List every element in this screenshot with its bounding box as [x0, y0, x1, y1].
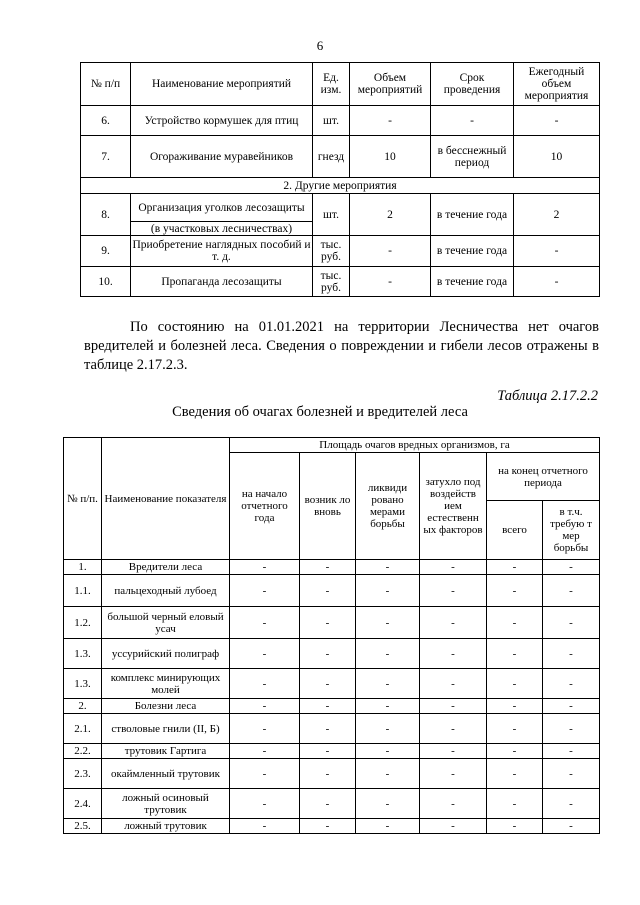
row-faded: - — [420, 639, 487, 669]
row-unit: тыс. руб. — [313, 236, 350, 267]
row-unit: шт. — [313, 194, 350, 236]
row-new: - — [300, 744, 356, 759]
row-total: - — [487, 639, 543, 669]
row-need: - — [543, 819, 600, 834]
table-row — [81, 194, 600, 222]
header-faded: затухло под воздейств ием естественн ых факторов — [420, 453, 487, 560]
row-total: - — [487, 575, 543, 607]
table-row — [64, 714, 600, 744]
table-row — [64, 819, 600, 834]
row-name: Огораживание муравейников — [131, 136, 313, 178]
row-volume: - — [350, 106, 431, 136]
row-term: в течение года — [431, 236, 514, 267]
row-total: - — [487, 714, 543, 744]
table-row — [81, 136, 600, 178]
row-name: Вредители леса — [102, 560, 230, 575]
page-number: 6 — [316, 38, 324, 53]
row-name-top: Организация уголков лесозащиты — [131, 194, 313, 222]
table-row — [64, 639, 600, 669]
row-faded: - — [420, 560, 487, 575]
row-need: - — [543, 575, 600, 607]
row-start: - — [230, 699, 300, 714]
header-total: всего — [487, 501, 543, 560]
row-unit: шт. — [313, 106, 350, 136]
row-liquidated: - — [356, 575, 420, 607]
row-total: - — [487, 669, 543, 699]
row-num: 1.3. — [64, 639, 102, 669]
row-total: - — [487, 759, 543, 789]
table-row — [64, 789, 600, 819]
table-row — [64, 744, 600, 759]
row-name: Пропаганда лесозащиты — [131, 267, 313, 297]
measures-header-row — [81, 63, 600, 106]
row-name: Устройство кормушек для птиц — [131, 106, 313, 136]
row-faded: - — [420, 607, 487, 639]
row-faded: - — [420, 714, 487, 744]
row-faded: - — [420, 819, 487, 834]
row-faded: - — [420, 575, 487, 607]
row-annual: - — [514, 106, 600, 136]
row-liquidated: - — [356, 639, 420, 669]
row-num: 7. — [81, 136, 131, 178]
row-total: - — [487, 744, 543, 759]
row-num: 1.2. — [64, 607, 102, 639]
row-num: 8. — [81, 194, 131, 236]
pests-table — [63, 437, 600, 834]
row-name-bottom: (в участковых лесничествах) — [131, 222, 313, 236]
row-term: в бесснежный период — [431, 136, 514, 178]
row-term: в течение года — [431, 194, 514, 236]
row-liquidated: - — [356, 560, 420, 575]
table-row — [81, 267, 600, 297]
header-volume: Объем мероприятий — [350, 63, 431, 106]
row-liquidated: - — [356, 714, 420, 744]
row-name: комплекс минирующих молей — [102, 669, 230, 699]
row-new: - — [300, 607, 356, 639]
row-num: 9. — [81, 236, 131, 267]
header-term: Срок проведения — [431, 63, 514, 106]
row-faded: - — [420, 669, 487, 699]
row-num: 10. — [81, 267, 131, 297]
row-annual: - — [514, 267, 600, 297]
row-name: окаймленный трутовик — [102, 759, 230, 789]
body-paragraph: По состоянию на 01.01.2021 на территории Лесничества нет очагов вредителей и болезней леса. Сведения о повреждении и гибели лесов отражены в таблице 2.17.2.3. — [84, 319, 599, 373]
row-num: 2. — [64, 699, 102, 714]
row-new: - — [300, 560, 356, 575]
row-name: пальцеходный лубоед — [102, 575, 230, 607]
header-num: № п/п. — [64, 438, 102, 560]
pests-header-row-1 — [64, 438, 600, 453]
row-total: - — [487, 789, 543, 819]
table-row — [64, 560, 600, 575]
header-end: на конец отчетного периода — [487, 453, 600, 501]
row-num: 1. — [64, 560, 102, 575]
row-name: Болезни леса — [102, 699, 230, 714]
row-new: - — [300, 759, 356, 789]
table-row — [64, 699, 600, 714]
row-need: - — [543, 669, 600, 699]
row-new: - — [300, 669, 356, 699]
row-start: - — [230, 819, 300, 834]
section-title: 2. Другие мероприятия — [81, 178, 600, 194]
header-start: на начало отчетного года — [230, 453, 300, 560]
row-need: - — [543, 560, 600, 575]
table-row — [64, 575, 600, 607]
row-need: - — [543, 744, 600, 759]
row-name: ложный трутовик — [102, 819, 230, 834]
row-liquidated: - — [356, 789, 420, 819]
row-liquidated: - — [356, 744, 420, 759]
header-name: Наименование показателя — [102, 438, 230, 560]
header-liquidated: ликвиди ровано мерами борьбы — [356, 453, 420, 560]
table-row — [81, 236, 600, 267]
row-name: ложный осиновый трутовик — [102, 789, 230, 819]
row-start: - — [230, 560, 300, 575]
row-term: - — [431, 106, 514, 136]
row-term: в течение года — [431, 267, 514, 297]
row-new: - — [300, 639, 356, 669]
row-new: - — [300, 699, 356, 714]
row-total: - — [487, 699, 543, 714]
row-liquidated: - — [356, 759, 420, 789]
row-new: - — [300, 789, 356, 819]
row-volume: 10 — [350, 136, 431, 178]
section-row — [81, 178, 600, 194]
row-start: - — [230, 639, 300, 669]
row-num: 6. — [81, 106, 131, 136]
header-name: Наименование мероприятий — [131, 63, 313, 106]
table-row — [64, 759, 600, 789]
row-start: - — [230, 575, 300, 607]
header-area: Площадь очагов вредных организмов, га — [230, 438, 600, 453]
row-num: 2.5. — [64, 819, 102, 834]
header-annual: Ежегодный объем мероприятия — [514, 63, 600, 106]
row-annual: 10 — [514, 136, 600, 178]
row-unit: гнезд — [313, 136, 350, 178]
row-volume: - — [350, 267, 431, 297]
row-start: - — [230, 607, 300, 639]
row-total: - — [487, 607, 543, 639]
row-faded: - — [420, 744, 487, 759]
row-liquidated: - — [356, 607, 420, 639]
row-num: 1.1. — [64, 575, 102, 607]
row-liquidated: - — [356, 819, 420, 834]
row-annual: - — [514, 236, 600, 267]
row-new: - — [300, 714, 356, 744]
row-faded: - — [420, 699, 487, 714]
row-need: - — [543, 789, 600, 819]
table-row — [81, 106, 600, 136]
row-start: - — [230, 759, 300, 789]
row-name: стволовые гнили (II, Б) — [102, 714, 230, 744]
row-faded: - — [420, 789, 487, 819]
row-name: уссурийский полиграф — [102, 639, 230, 669]
table-row — [64, 669, 600, 699]
row-volume: - — [350, 236, 431, 267]
row-num: 1.3. — [64, 669, 102, 699]
row-num: 2.1. — [64, 714, 102, 744]
row-name: Приобретение наглядных пособий и т. д. — [131, 236, 313, 267]
header-unit: Ед. изм. — [313, 63, 350, 106]
row-need: - — [543, 607, 600, 639]
pests-table-body — [64, 560, 600, 834]
row-num: 2.3. — [64, 759, 102, 789]
row-name: большой черный еловый усач — [102, 607, 230, 639]
row-num: 2.4. — [64, 789, 102, 819]
row-new: - — [300, 575, 356, 607]
row-new: - — [300, 819, 356, 834]
row-unit: тыс. руб. — [313, 267, 350, 297]
row-need: - — [543, 714, 600, 744]
row-need: - — [543, 759, 600, 789]
row-start: - — [230, 789, 300, 819]
row-volume: 2 — [350, 194, 431, 236]
row-faded: - — [420, 759, 487, 789]
row-total: - — [487, 819, 543, 834]
header-need: в т.ч. требую т мер борьбы — [543, 501, 600, 560]
row-need: - — [543, 639, 600, 669]
header-num: № п/п — [81, 63, 131, 106]
row-need: - — [543, 699, 600, 714]
row-total: - — [487, 560, 543, 575]
header-new: возник ло вновь — [300, 453, 356, 560]
table-title: Сведения об очагах болезней и вредителей леса — [172, 404, 468, 420]
table-row — [64, 607, 600, 639]
row-num: 2.2. — [64, 744, 102, 759]
row-start: - — [230, 744, 300, 759]
row-annual: 2 — [514, 194, 600, 236]
row-liquidated: - — [356, 669, 420, 699]
row-start: - — [230, 714, 300, 744]
row-liquidated: - — [356, 699, 420, 714]
measures-table — [80, 62, 600, 297]
row-start: - — [230, 669, 300, 699]
row-name: трутовик Гартига — [102, 744, 230, 759]
table-caption: Таблица 2.17.2.2 — [497, 388, 598, 404]
